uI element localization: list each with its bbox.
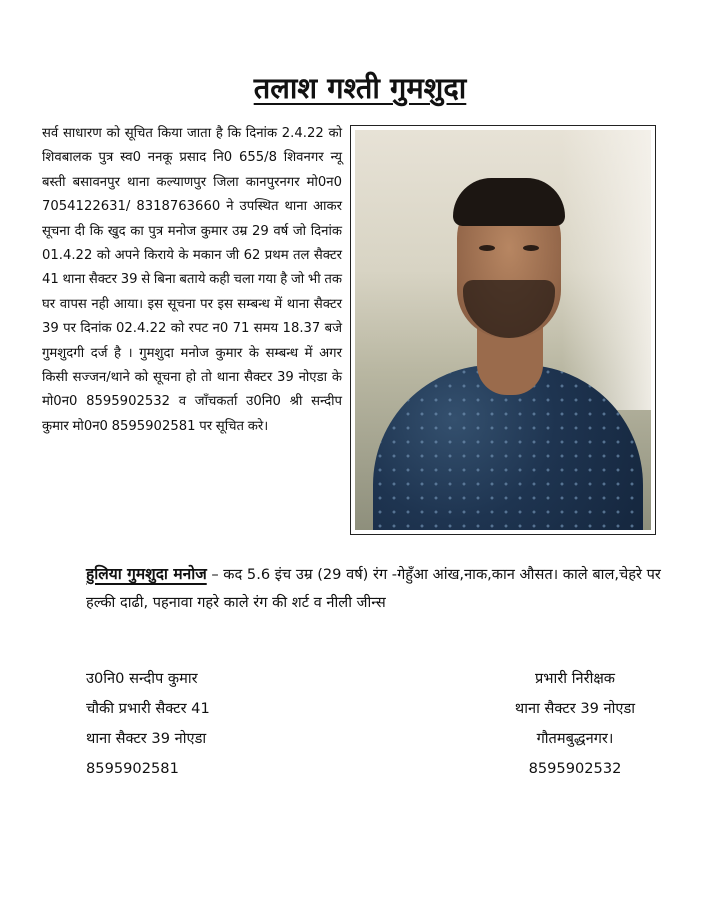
missing-person-photo bbox=[355, 130, 651, 530]
signature-right-phone: 8595902532 bbox=[528, 760, 622, 777]
signature-left-station: थाना सैक्टर 39 नोएडा bbox=[86, 730, 207, 747]
photo-hair bbox=[453, 178, 565, 226]
page-title-text: तलाश गश्ती गुमशुदा bbox=[253, 71, 467, 105]
signature-right-station: थाना सैक्टर 39 नोएडा bbox=[514, 700, 636, 717]
description-text: – कद 5.6 इंच उम्र (29 वर्ष) रंग -गेहुँआ आंख,नाक,कान औसत। काले बाल,चेहरे पर हल्की दाढी, पहनावा गहरे काले रंग की शर्ट व नीली जीन्स bbox=[86, 566, 661, 611]
photo-right-eye bbox=[523, 245, 539, 251]
signature-left-designation: चौकी प्रभारी सैक्टर 41 bbox=[86, 700, 210, 717]
signature-left bbox=[86, 664, 366, 784]
photo-background bbox=[562, 130, 651, 410]
page-title bbox=[0, 68, 720, 107]
signature-right-designation: प्रभारी निरीक्षक bbox=[534, 670, 616, 687]
description-section bbox=[86, 560, 686, 617]
signature-right bbox=[470, 664, 680, 784]
notice-text: सर्व साधारण को सूचित किया जाता है कि दिनांक 2.4.22 को शिवबालक पुत्र स्व0 ननकू प्रसाद नि0 655/8 शिवनगर न्यू बस्ती बसावनपुर थाना कल्याणपुर जिला कानपुरनगर मो0न0 7054122631/ 8318763660 ने उपस्थित थाना आकर सूचना दी कि खुद का पुत्र मनोज कुमार उम्र 29 वर्ष जो दिनांक 01.4.22 को अपने किराये के मकान जी 62 प्रथम तल सैक्टर 41 थाना सैक्टर 39 से बिना बताये कही चला गया है जो भी तक घर वापस नही आया। इस सूचना पर इस सम्बन्ध में थाना सैक्टर 39 पर दिनांक 02.4.22 को रपट न0 71 समय 18.37 बजे गुमशुदगी दर्ज है । गुमशुदा मनोज कुमार के सम्बन्ध में अगर किसी सज्जन/थाने को सूचना हो तो थाना सैक्टर 39 नोएडा के मो0न0 8595902532 व जाँचकर्ता उ0नि0 श्री सन्दीप कुमार मो0न0 8595902581 पर सूचित करे। bbox=[42, 126, 342, 434]
missing-person-photo-frame bbox=[350, 125, 656, 535]
photo-left-eye bbox=[479, 245, 495, 251]
signature-left-phone: 8595902581 bbox=[86, 760, 179, 777]
description-label: हुलिया गुमशुदा मनोज bbox=[86, 565, 207, 583]
signature-right-district: गौतमबुद्धनगर। bbox=[536, 730, 614, 747]
signature-left-name: उ0नि0 सन्दीप कुमार bbox=[86, 670, 198, 687]
